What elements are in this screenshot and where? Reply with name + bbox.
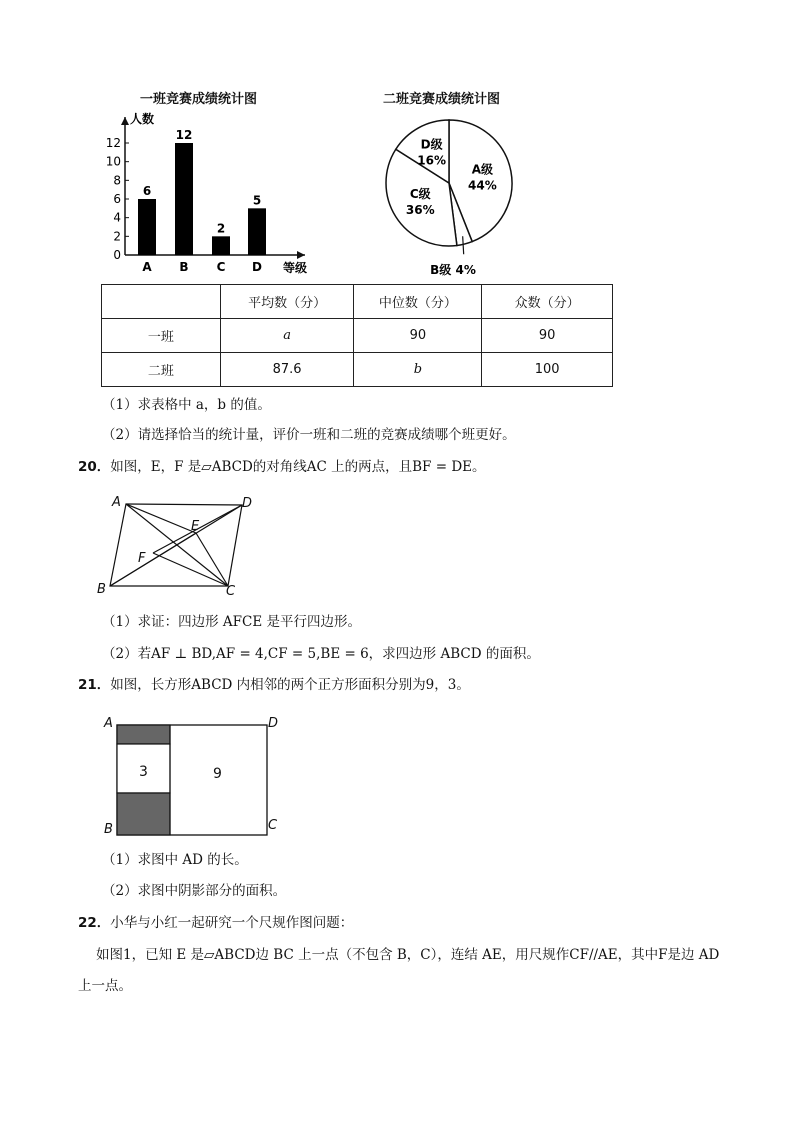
vertex-label-a: A bbox=[112, 495, 121, 510]
pie-chart bbox=[370, 108, 540, 280]
q21-number: 21． bbox=[78, 677, 111, 693]
bar-chart-title: 一班竞赛成绩统计图 bbox=[140, 92, 258, 107]
vertex-label-b: B bbox=[97, 582, 106, 597]
x-axis-label: 等级 bbox=[282, 261, 307, 275]
table-header-cell: 平均数（分） bbox=[220, 285, 354, 319]
q19-part1: （1）求表格中 a，b 的值。 bbox=[102, 397, 271, 413]
y-tick-label: 6 bbox=[113, 192, 121, 206]
x-axis-arrow bbox=[297, 251, 305, 259]
table-row bbox=[102, 319, 613, 353]
pie-slice-label: A级 bbox=[471, 162, 494, 177]
pie-slice-label-b: B级 4% bbox=[430, 263, 476, 277]
x-tick-label: A bbox=[142, 260, 152, 274]
shaded-region-bottom bbox=[117, 793, 170, 835]
table-cell: 90 bbox=[482, 319, 613, 353]
table-header-cell: 众数（分） bbox=[482, 285, 613, 319]
pie-slice-label: D级 bbox=[420, 137, 443, 152]
pie-slice-percent: 36% bbox=[405, 203, 435, 218]
x-tick-label: B bbox=[179, 260, 189, 274]
vertex-label-b: B bbox=[104, 822, 113, 837]
stats-table bbox=[101, 284, 613, 387]
bar-chart bbox=[95, 105, 325, 275]
y-axis-label: 人数 bbox=[130, 112, 155, 126]
parallelogram-figure bbox=[92, 492, 262, 600]
vertex-label-a: A bbox=[104, 716, 113, 731]
bar-value-label: 12 bbox=[175, 128, 193, 142]
q22-stem-line bbox=[78, 913, 353, 933]
y-tick-label: 12 bbox=[105, 136, 121, 150]
bar-value-label: 5 bbox=[252, 193, 262, 208]
y-tick-label: 8 bbox=[113, 173, 121, 188]
x-tick-label: C bbox=[216, 260, 226, 274]
y-tick-label: 4 bbox=[113, 210, 121, 225]
table-row bbox=[102, 285, 613, 319]
bar-value-label: 6 bbox=[142, 184, 152, 198]
x-tick-label: D bbox=[252, 260, 262, 274]
large-square-area: 9 bbox=[213, 766, 222, 782]
q20-part1: （1）求证：四边形 AFCE 是平行四边形。 bbox=[102, 614, 361, 630]
table-cell: 二班 bbox=[102, 353, 221, 387]
table-cell: b bbox=[354, 353, 482, 387]
y-axis-arrow bbox=[121, 117, 129, 125]
q21-stem: 如图，长方形ABCD 内相邻的两个正方形面积分别为9，3。 bbox=[110, 677, 470, 693]
pie-slice-percent: 44% bbox=[468, 178, 497, 193]
table-cell: 一班 bbox=[102, 319, 221, 353]
pie-chart-title: 二班竞赛成绩统计图 bbox=[383, 92, 501, 107]
q22-stem: 小华与小红一起研究一个尺规作图问题： bbox=[110, 915, 354, 931]
q22-line1: 如图1，已知 E 是▱ABCD边 BC 上一点（不包含 B，C），连结 AE，用尺规作CF//AE，其中F是边 AD bbox=[96, 947, 720, 963]
small-square-area: 3 bbox=[139, 764, 148, 780]
table-cell: 100 bbox=[482, 353, 613, 387]
table-row bbox=[102, 353, 613, 387]
table-cell: 87.6 bbox=[220, 353, 354, 387]
vertex-label-c: C bbox=[268, 818, 278, 833]
table-header-cell: 中位数（分） bbox=[354, 285, 482, 319]
rectangle-figure bbox=[100, 712, 290, 840]
q19-part2: （2）请选择恰当的统计量，评价一班和二班的竞赛成绩哪个班更好。 bbox=[102, 427, 516, 443]
table-cell: a bbox=[220, 319, 354, 353]
y-tick-label: 0 bbox=[113, 248, 121, 262]
q22-number: 22． bbox=[78, 915, 111, 931]
y-tick-label: 2 bbox=[113, 229, 121, 244]
bar bbox=[248, 208, 266, 255]
pie-slice-label: C级 bbox=[409, 187, 431, 202]
q20-number: 20． bbox=[78, 459, 111, 475]
point-label-e: E bbox=[191, 519, 200, 534]
q22-line2: 上一点。 bbox=[78, 978, 132, 994]
q20-stem-line bbox=[78, 457, 486, 477]
table-header-cell bbox=[102, 285, 221, 319]
q21-part1: （1）求图中 AD 的长。 bbox=[102, 852, 248, 868]
point-label-f: F bbox=[138, 551, 146, 566]
bar bbox=[175, 143, 193, 255]
bar-value-label: 2 bbox=[216, 221, 226, 236]
pie-slice-percent: 16% bbox=[417, 153, 447, 168]
q20-part2: （2）若AF ⊥ BD,AF = 4,CF = 5,BE = 6，求四边形 ABCD 的面积。 bbox=[102, 646, 540, 662]
q21-stem-line bbox=[78, 675, 470, 695]
q21-part2: （2）求图中阴影部分的面积。 bbox=[102, 883, 287, 899]
bar bbox=[138, 199, 156, 255]
vertex-label-c: C bbox=[226, 584, 236, 599]
bar bbox=[212, 236, 230, 255]
vertex-label-d: D bbox=[268, 716, 279, 731]
y-tick-label: 10 bbox=[105, 154, 121, 169]
q20-stem: 如图，E，F 是▱ABCD的对角线AC 上的两点，且BF = DE。 bbox=[110, 459, 486, 475]
shaded-region-top bbox=[117, 725, 170, 744]
table-cell: 90 bbox=[354, 319, 482, 353]
vertex-label-d: D bbox=[242, 496, 253, 511]
